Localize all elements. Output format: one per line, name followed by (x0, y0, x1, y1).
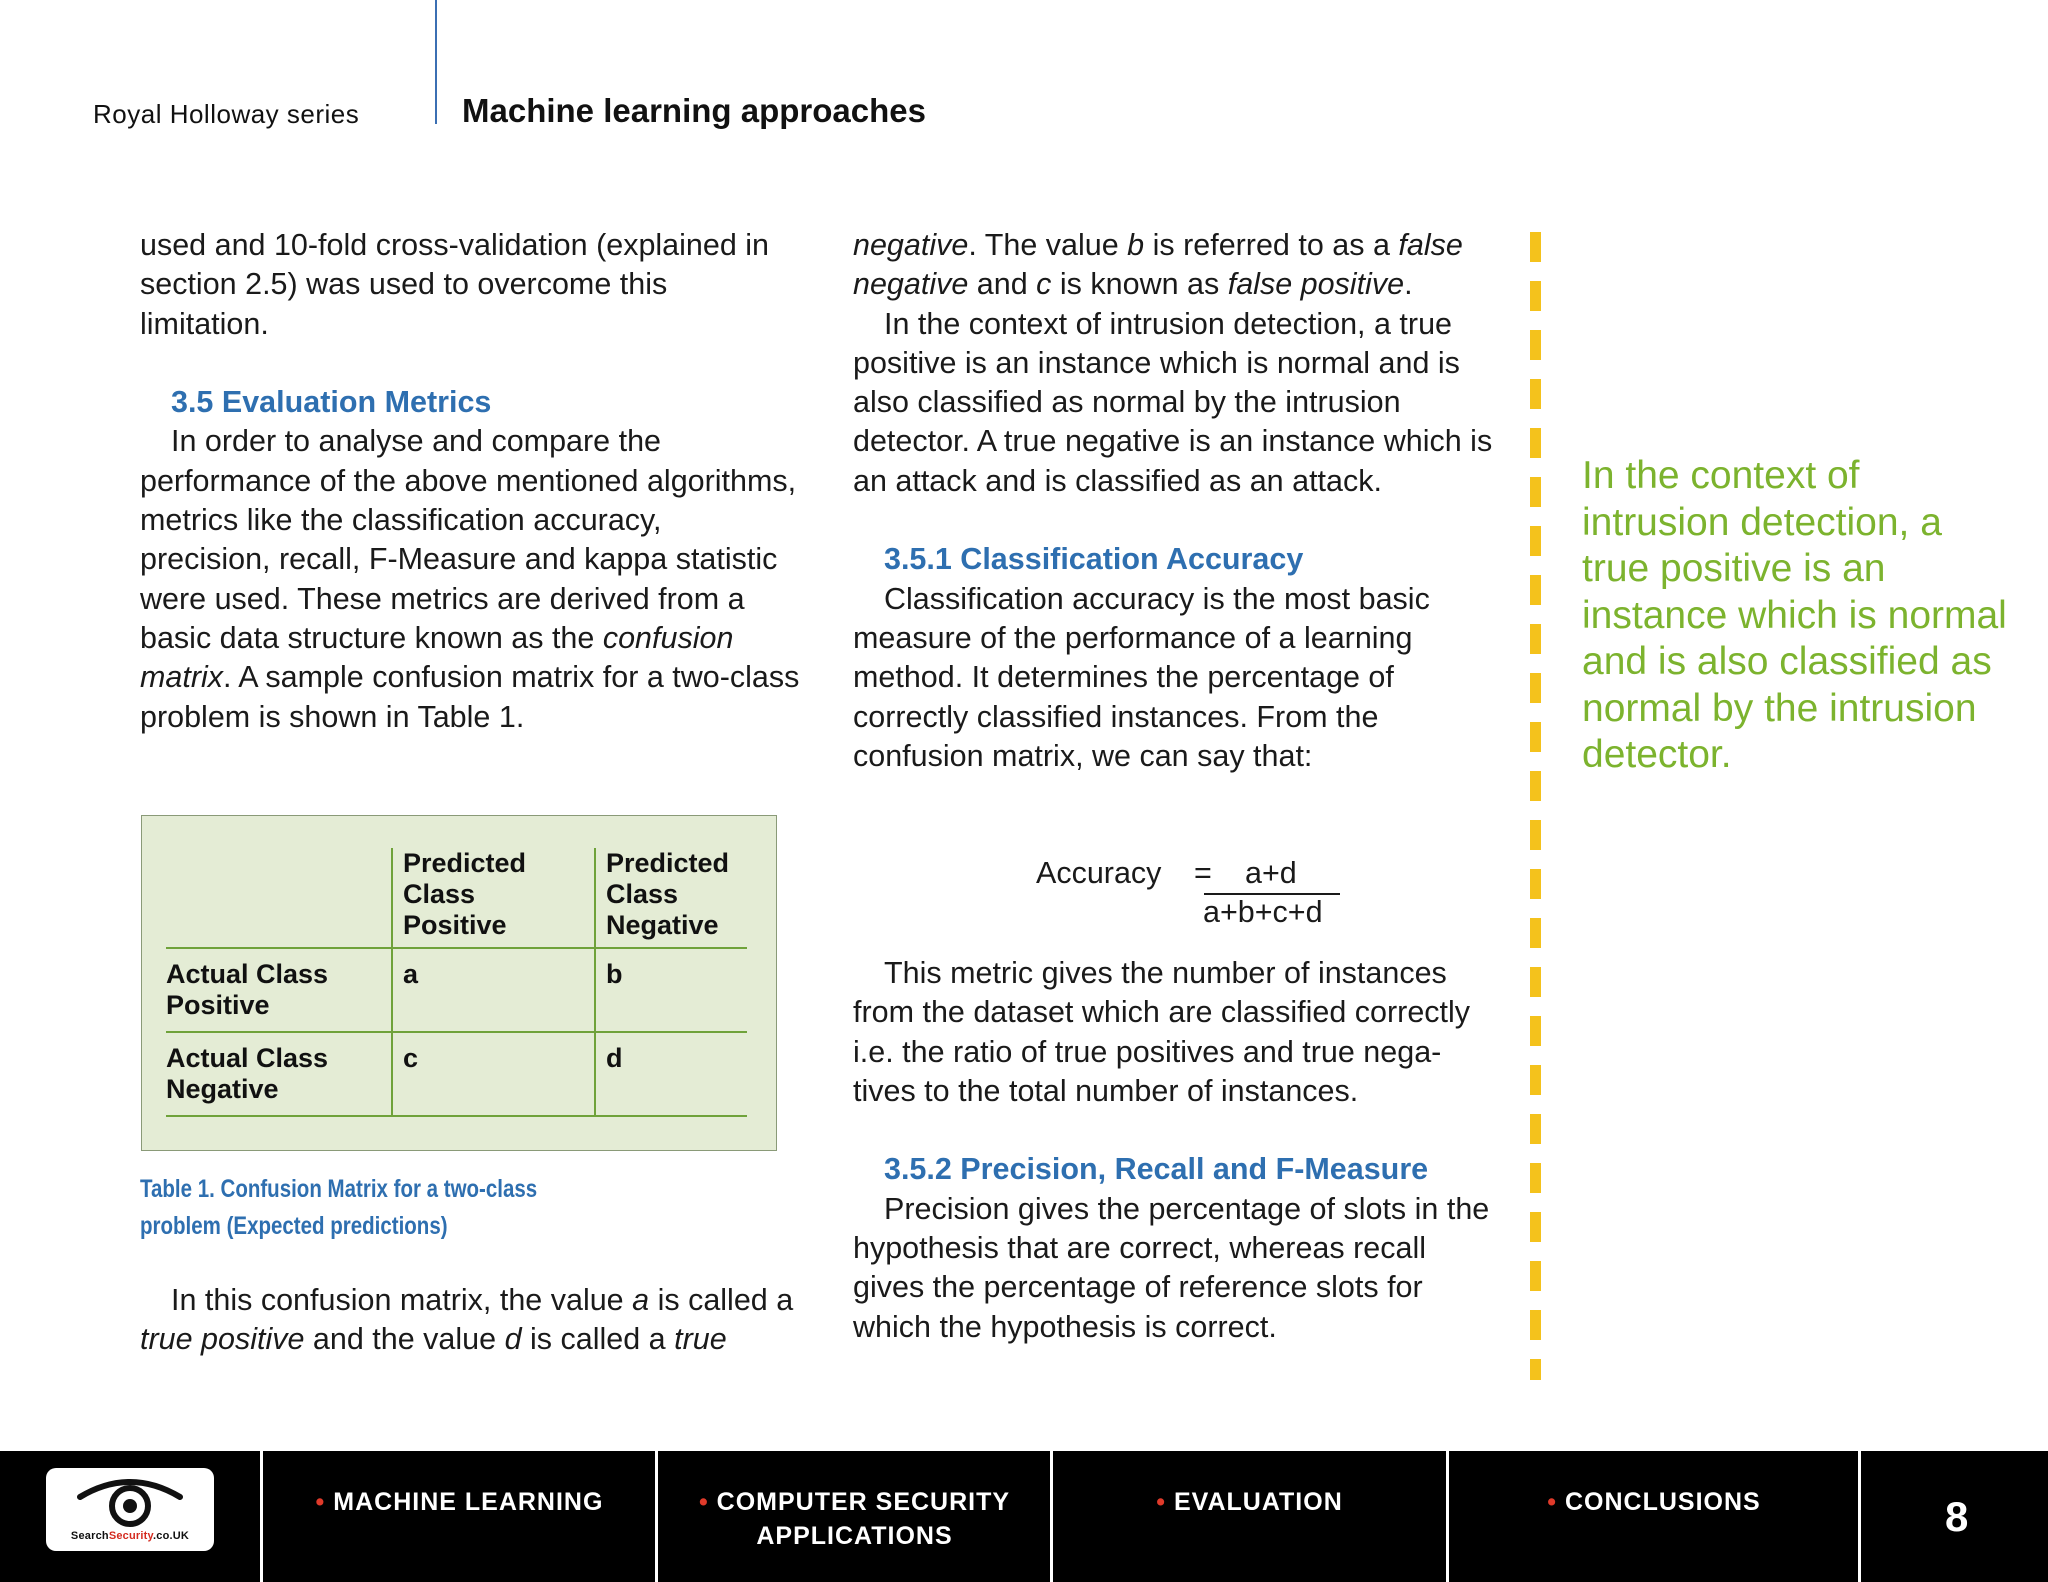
formula-denominator: a+b+c+d (1203, 895, 1323, 929)
table-caption: Table 1. Confusion Matrix for a two-class problem (Expected predictions) (140, 1175, 538, 1240)
column-left (140, 226, 800, 737)
formula-numerator: a+d (1245, 856, 1297, 890)
column-left-lower (140, 1281, 800, 1360)
column-middle (853, 226, 1493, 776)
cell-c: c (392, 1032, 595, 1116)
heading-precision-recall: 3.5.2 Precision, Recall and F-Measure (884, 1152, 1429, 1187)
paragraph-false-values: negative. The value b is referred to as a false negative and c is known as false positive. (853, 228, 1463, 302)
paragraph-confusion-values: In this confusion matrix, the value a is called a true positive and the value d is called a true (140, 1283, 794, 1357)
page-number: 8 (1945, 1493, 1969, 1540)
paragraph-intrusion-context: In the context of intrusion detection, a true positive is an instance which is normal and is also classified as normal by the intrusion detector. A true negative is an instance which is an attack and is classified as an attack. (853, 306, 1493, 498)
table-corner-cell (166, 848, 392, 948)
paragraph-intro: used and 10-fold cross-validation (explained in section 2.5) was used to overcome this limitation. (140, 228, 770, 341)
nav-evaluation[interactable]: • EVALUATION (1156, 1488, 1343, 1516)
nav-bullet: • (1547, 1488, 1558, 1516)
searchsecurity-logo[interactable] (46, 1468, 214, 1551)
pull-quote: In the context of intrusion detection, a true positive is an instance which is normal and is also classified as normal by the intrusion detector. (1582, 454, 2007, 776)
row-label-actual-negative: Actual Class Negative (166, 1032, 392, 1116)
header-predicted-positive: Predicted Class Positive (392, 848, 595, 948)
nav-conclusions[interactable]: • CONCLUSIONS (1547, 1488, 1761, 1516)
heading-evaluation-metrics: 3.5 Evaluation Metrics (171, 385, 492, 420)
nav-bullet: • (315, 1488, 326, 1516)
formula-equals: = (1194, 856, 1212, 890)
table-row (166, 948, 747, 1032)
paragraph-accuracy: Classification accuracy is the most basic measure of the performance of a learning method. It determines the percentage of correctly classified instances. From the confusion matrix, we can say that: (853, 581, 1430, 773)
paragraph-accuracy-metric: This metric gives the number of instances from the dataset which are classified correctly i.e. the ratio of true positives and true nega-tives to the total number of instances. (853, 956, 1471, 1108)
cell-b: b (595, 948, 747, 1032)
paragraph-precision: Precision gives the percentage of slots in the hypothesis that are correct, whereas recall gives the percentage of reference slots for which the hypothesis is correct. (853, 1191, 1490, 1344)
footer-nav-bar (0, 1451, 2048, 1582)
page-title: Machine learning approaches (462, 92, 926, 129)
nav-bullet: • (1156, 1488, 1166, 1516)
paragraph-metrics: In order to analyse and compare the performance of the above mentioned algorithms, metrics like the classification accuracy, precision, recall, F-Measure and kappa statistic were used. These metrics are derived from a basic data structure known as the confusion matrix. A sample confusion matrix for a two-class problem is shown in Table 1. (140, 424, 800, 734)
eye-icon (74, 1473, 186, 1531)
table-header-row (166, 848, 747, 948)
nav-computer-security-applications[interactable]: • COMPUTER SECURITY APPLICATIONS (698, 1488, 1011, 1550)
cell-d: d (595, 1032, 747, 1116)
row-label-actual-positive: Actual Class Positive (166, 948, 392, 1032)
formula-label: Accuracy (1036, 856, 1162, 890)
table-row (166, 1032, 747, 1116)
header-divider (435, 0, 437, 124)
logo-wordmark: SearchSecurity.co.UK (70, 1530, 190, 1542)
footer-separator (1858, 1451, 1861, 1582)
header-predicted-negative: Predicted Class Negative (595, 848, 747, 948)
confusion-matrix-table (141, 815, 777, 1151)
nav-machine-learning[interactable]: • MACHINE LEARNING (315, 1488, 604, 1516)
cell-a: a (392, 948, 595, 1032)
series-label: Royal Holloway series (93, 99, 360, 129)
column-middle-lower (853, 954, 1493, 1347)
dashed-divider (1530, 232, 1541, 1380)
heading-classification-accuracy: 3.5.1 Classification Accuracy (884, 542, 1304, 577)
nav-bullet: • (698, 1488, 709, 1516)
